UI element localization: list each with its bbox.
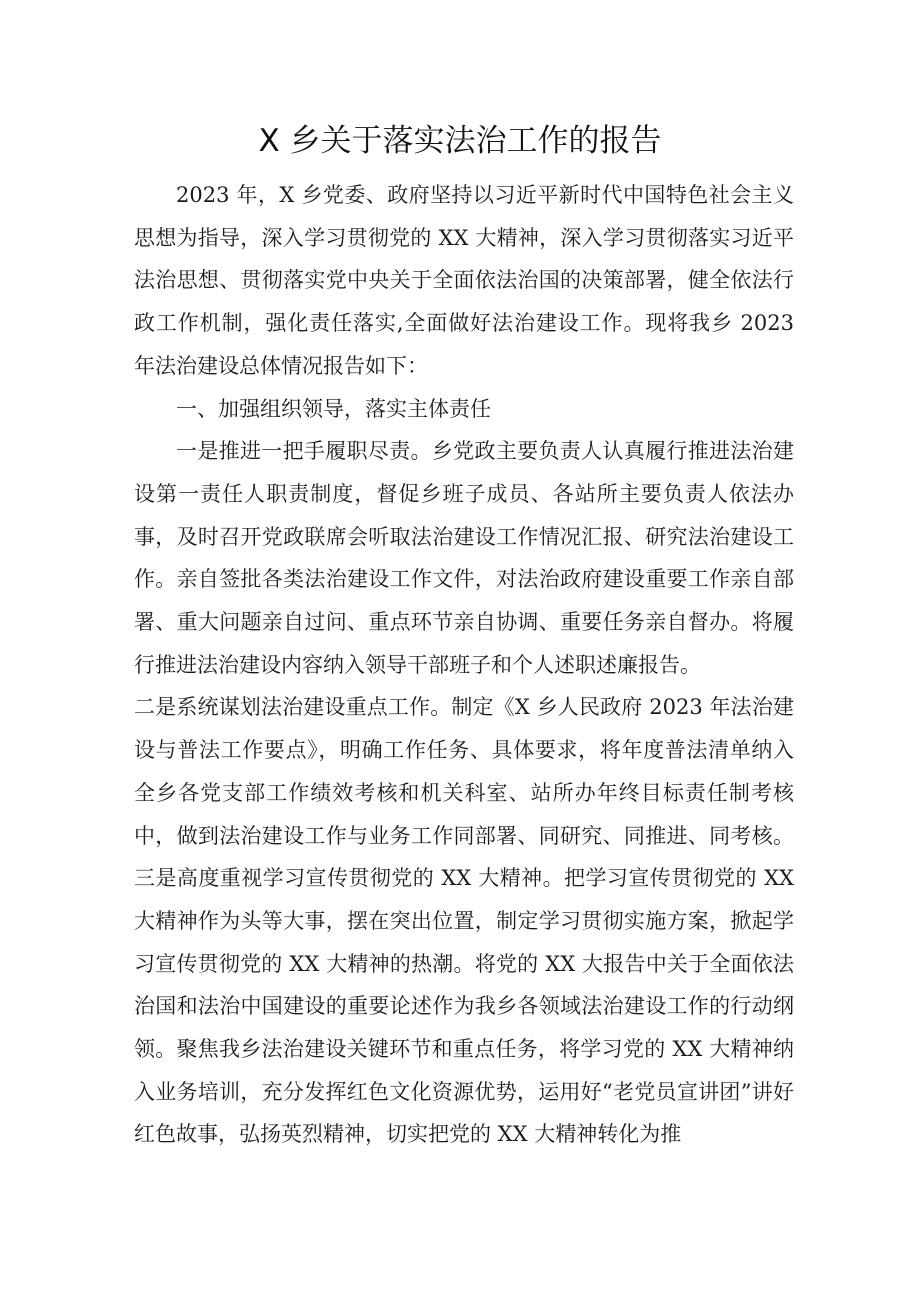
document-title: X 乡关于落实法治工作的报告 (258, 123, 662, 159)
body-paragraph: 二是系统谋划法治建设重点工作。制定《X 乡人民政府 2023 年法治建设与普法工作要点》，明确工作任务、具体要求，将年度普法清单纳入全乡各党支部工作绩效考核和机关科室、站所办年终目标责任制考核中，做到法治建设工作与业务工作同部署、同研究、同推进、同考核。三是高度重视学习宣传贯彻党的 XX 大精神。把学习宣传贯彻党的 XX 大精神作为头等大事，摆在突出位置，制定学习贯彻实施方案，掀起学习宣传贯彻党的 XX 大精神的热潮。将党的 XX 大报告中关于全面依法治国和法治中国建设的重要论述作为我乡各领域法治建设工作的行动纲领。聚焦我乡法治建设关键环节和重点任务，将学习党的 XX 大精神纳入业务培训，充分发挥红色文化资源优势，运用好“老党员宣讲团”讲好红色故事，弘扬英烈精神，切实把党的 XX 大精神转化为推 (134, 695, 794, 1147)
intro-paragraph: 2023 年，X 乡党委、政府坚持以习近平新时代中国特色社会主义思想为指导，深入学习贯彻党的 XX 大精神，深入学习贯彻落实习近平法治思想、贯彻落实党中央关于全面依法治国的决策部署，健全依法行政工作机制，强化责任落实,全面做好法治建设工作。现将我乡 2023 年法治建设总体情况报告如下： (134, 183, 794, 378)
body-paragraph: 一是推进一把手履职尽责。乡党政主要负责人认真履行推进法治建设第一责任人职责制度，督促乡班子成员、各站所主要负责人依法办事，及时召开党政联席会听取法治建设工作情况汇报、研究法治建设工作。亲自签批各类法治建设工作文件，对法治政府建设重要工作亲自部署、重大问题亲自过问、重点环节亲自协调、重要任务亲自督办。将履行推进法治建设内容纳入领导干部班子和个人述职述廉报告。 (134, 439, 794, 677)
section-heading: 一、加强组织领导，落实主体责任 (176, 396, 491, 421)
document-body (134, 174, 794, 1156)
